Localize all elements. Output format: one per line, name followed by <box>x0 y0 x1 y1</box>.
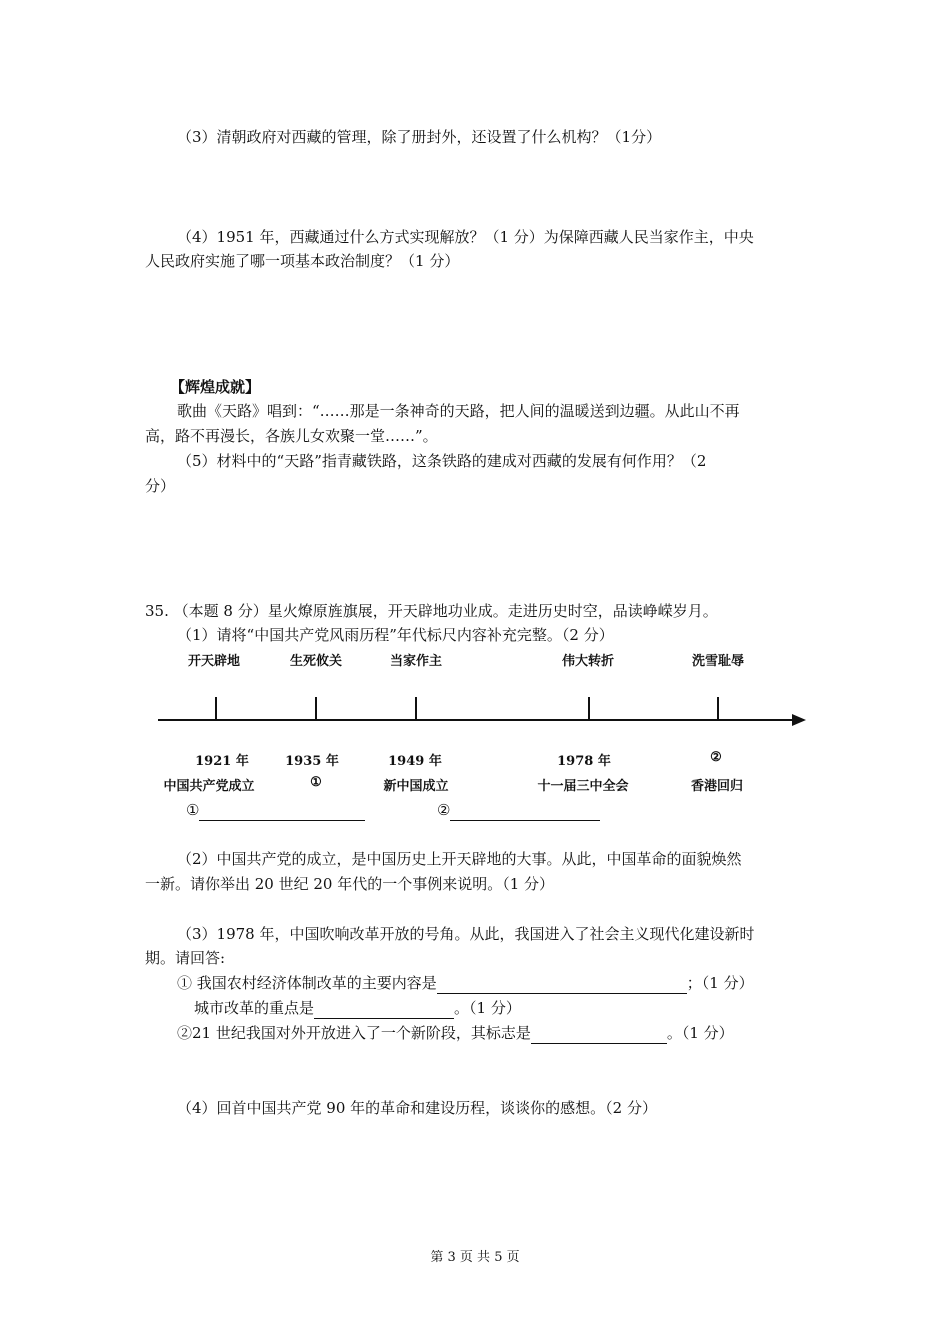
timeline-top-label: 洗雪耻辱 <box>691 654 745 669</box>
question-4-line-2: 人民政府实施了哪一项基本政治制度？（1 分） <box>145 252 460 270</box>
question-35-3-line-1: （3）1978 年，中国吹响改革开放的号角。从此，我国进入了社会主义现代化建设新时 <box>177 925 755 943</box>
answer-blank-1-line[interactable] <box>199 804 365 821</box>
timeline-year: ② <box>710 750 722 765</box>
question-35-2-line-1: （2）中国共产党的成立，是中国历史上开天辟地的大事。从此，中国革命的面貌焕然 <box>177 850 742 868</box>
timeline-top-label: 开天辟地 <box>187 654 241 669</box>
rural-reform-blank[interactable] <box>437 977 687 994</box>
answer-blank-1-label: ① <box>186 801 200 819</box>
timeline-arrow-icon <box>792 714 806 726</box>
urban-reform-blank[interactable] <box>314 1002 454 1019</box>
question-35-2-line-2: 一新。请你举出 20 世纪 20 年代的一个事例来说明。（1 分） <box>145 875 555 893</box>
timeline-tick <box>717 697 719 721</box>
urban-reform-prompt: 城市改革的重点是 <box>194 999 315 1017</box>
answer-blank-2[interactable] <box>437 799 600 821</box>
timeline-year: 1921 年 <box>195 754 249 769</box>
opening-up-blank[interactable] <box>531 1027 667 1044</box>
timeline-year: 1935 年 <box>285 754 339 769</box>
question-35-3-rural-reform <box>177 972 754 994</box>
timeline-top-label: 伟大转折 <box>561 654 615 669</box>
timeline-tick <box>415 697 417 721</box>
timeline-axis <box>158 719 794 721</box>
timeline-tick <box>588 697 590 721</box>
timeline-event: ① <box>310 775 322 790</box>
answer-blank-2-line[interactable] <box>450 804 600 821</box>
timeline-year: 1978 年 <box>557 754 611 769</box>
urban-reform-score: 。（1 分） <box>454 999 521 1017</box>
question-35-3-opening-up <box>177 1022 734 1044</box>
answer-blank-2-label: ② <box>437 801 451 819</box>
section-heading: 【辉煌成就】 <box>170 378 261 396</box>
timeline-tick <box>315 697 317 721</box>
timeline-event: 新中国成立 <box>383 779 449 794</box>
question-5-line-1: （5）材料中的“天路”指青藏铁路，这条铁路的建成对西藏的发展有何作用？（2 <box>177 452 707 470</box>
timeline-top-label: 生死攸关 <box>289 654 343 669</box>
page-footer: 第 3 页 共 5 页 <box>430 1250 520 1265</box>
question-4-line-1: （4）1951 年，西藏通过什么方式实现解放？（1 分）为保障西藏人民当家作主，中央 <box>177 228 754 246</box>
rural-reform-prompt: ① 我国农村经济体制改革的主要内容是 <box>177 974 437 992</box>
timeline-tick <box>215 697 217 721</box>
timeline-event: 中国共产党成立 <box>163 779 255 794</box>
question-35-3-urban-reform <box>194 997 521 1019</box>
question-35-3-line-2: 期。请回答: <box>145 949 226 967</box>
song-line-1: 歌曲《天路》唱到：“……那是一条神奇的天路，把人间的温暖送到边疆。从此山不再 <box>177 402 740 420</box>
question-5-line-2: 分） <box>145 477 176 495</box>
question-35-1: （1）请将“中国共产党风雨历程”年代标尺内容补充完整。（2 分） <box>177 626 614 644</box>
opening-up-prompt: ②21 世纪我国对外开放进入了一个新阶段，其标志是 <box>177 1024 531 1042</box>
timeline-event: 香港回归 <box>690 779 744 794</box>
timeline-event: 十一届三中全会 <box>537 779 629 794</box>
opening-up-score: 。（1 分） <box>666 1024 734 1042</box>
song-line-2: 高，路不再漫长，各族儿女欢聚一堂……”。 <box>145 427 438 445</box>
question-3: （3）清朝政府对西藏的管理，除了册封外，还设置了什么机构？（1分） <box>177 128 662 146</box>
rural-reform-score: ；（1 分） <box>686 974 754 992</box>
question-35: 35. （本题 8 分）星火燎原旌旗展，开天辟地功业成。走进历史时空，品读峥嵘岁月。 <box>145 602 718 620</box>
answer-blank-1[interactable] <box>186 799 365 821</box>
timeline-top-label: 当家作主 <box>389 654 443 669</box>
timeline-year: 1949 年 <box>388 754 442 769</box>
question-35-4: （4）回首中国共产党 90 年的革命和建设历程，谈谈你的感想。（2 分） <box>177 1099 657 1117</box>
